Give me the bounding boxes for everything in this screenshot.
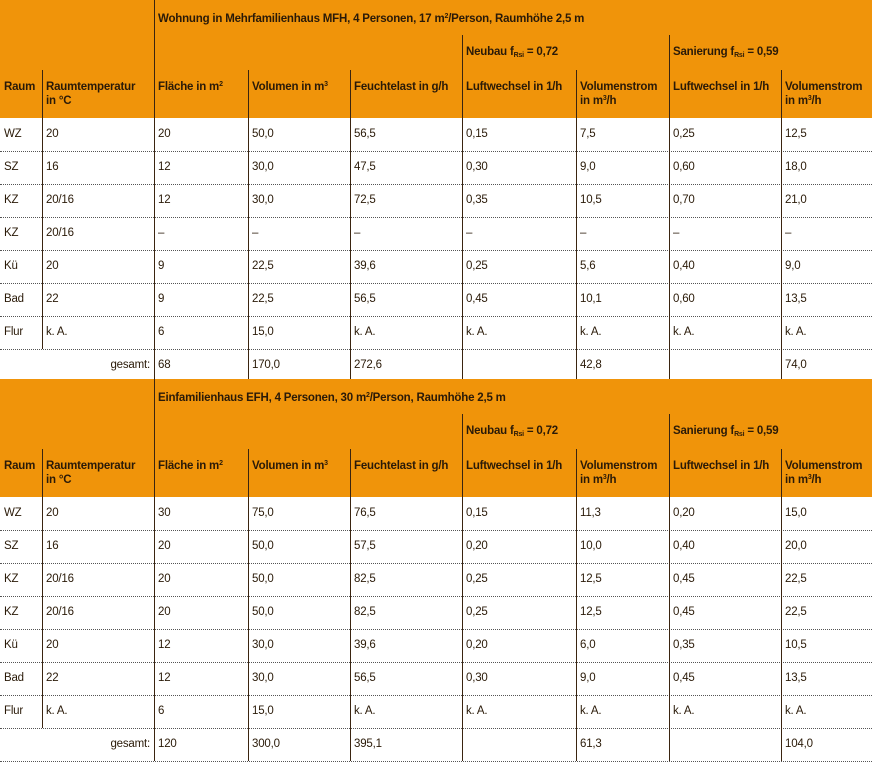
column-header-raum: Raum [4,81,36,93]
table-cell: 30,0 [252,639,274,651]
table-cell: 72,5 [354,194,376,206]
table-row [0,316,872,349]
table-cell: 0,45 [673,573,695,585]
table-cell: 22 [46,293,59,305]
table-cell: 20/16 [46,573,74,585]
table-cell: 12 [158,194,171,206]
table-cell: k. A. [785,705,807,717]
table-cell: 22,5 [785,573,807,585]
table-title: Einfamilienhaus EFH, 4 Personen, 30 $m^2$/Person, Raumhöhe 2,5 m [158,392,506,404]
divider [248,449,249,497]
table-cell: 0,25 [466,606,488,618]
table-row [0,563,872,596]
table-cell: 9,0 [580,161,596,173]
total-label: gesamt: [110,738,150,750]
table-cell: 9 [158,293,165,305]
table-cell: Kü [4,260,18,272]
table-cell: 9,0 [785,260,801,272]
table-cell: 10,5 [785,639,807,651]
table-cell: 50,0 [252,573,274,585]
table-row [0,695,872,728]
total-value: 272,6 [354,359,382,371]
table-cell: 30,0 [252,672,274,684]
column-header-volumen: Volumen in $m^3$ [252,460,328,472]
table-cell: k. A. [466,705,488,717]
table-cell: k. A. [466,326,488,338]
table-cell: 6 [158,705,165,717]
sanierung-group-label: Sanierung $f_{Rsi} = 0,59$ [673,46,779,59]
divider [781,70,782,118]
table-cell: 9 [158,260,165,272]
table-cell: 22,5 [252,260,274,272]
table-cell: WZ [4,507,22,519]
table-cell: k. A. [354,326,376,338]
table-cell: Bad [4,672,24,684]
table-cell: 47,5 [354,161,376,173]
column-header-feuchtelast: Feuchtelast in g/h [354,81,449,93]
table-cell: Kü [4,639,18,651]
table-cell: 12,5 [580,573,602,585]
table-cell: 10,1 [580,293,602,305]
divider [669,497,670,761]
table-cell: 20 [46,128,59,140]
table-cell: 20/16 [46,227,74,239]
divider [781,449,782,497]
table-cell: 16 [46,161,59,173]
table-cell: 0,35 [466,194,488,206]
table-cell: 7,5 [580,128,596,140]
table-cell: 0,40 [673,260,695,272]
table-cell: – [673,227,680,239]
column-header-sanierung-luftwechsel: Luftwechsel in 1/h [673,81,770,93]
divider [781,118,782,382]
table-cell: KZ [4,194,19,206]
table-cell: k. A. [673,326,695,338]
divider [350,118,351,382]
table-cell: 0,15 [466,507,488,519]
table-row [0,662,872,695]
column-header-flaeche: Fläche in $m^2$ [158,460,223,472]
divider [576,118,577,382]
table-cell: k. A. [580,326,602,338]
table-cell: 0,45 [673,672,695,684]
table-cell: 0,45 [466,293,488,305]
table-cell: 13,5 [785,672,807,684]
divider [248,497,249,761]
neubau-group-label: Neubau $f_{Rsi} = 0,72$ [466,425,558,438]
table-cell: 76,5 [354,507,376,519]
divider [42,70,43,118]
table-row [0,497,872,530]
table-cell: 20 [158,606,171,618]
divider [576,449,577,497]
table-cell: 12 [158,639,171,651]
table-cell: 20 [158,573,171,585]
table-cell: KZ [4,606,19,618]
table-cell: KZ [4,573,19,585]
column-header-sanierung-luftwechsel: Luftwechsel in 1/h [673,460,770,472]
table-cell: 0,60 [673,293,695,305]
table-cell: 30 [158,507,171,519]
divider [462,414,463,497]
table-row [0,530,872,563]
divider [669,118,670,382]
neubau-group-label: Neubau $f_{Rsi} = 0,72$ [466,46,558,59]
column-header-sanierung-volumenstrom: Volumenstrom in $m^3/h$ [785,81,863,107]
table-cell: 6,0 [580,639,596,651]
table-cell: 75,0 [252,507,274,519]
table-cell: 50,0 [252,606,274,618]
total-label: gesamt: [110,359,150,371]
divider [154,0,155,118]
table-cell: – [354,227,361,239]
column-header-raum: Raum [4,460,36,472]
table-cell: 10,5 [580,194,602,206]
table-cell: k. A. [580,705,602,717]
total-value: 42,8 [580,359,602,371]
table-cell: 10,0 [580,540,602,552]
table-row [0,151,872,184]
table-cell: 21,0 [785,194,807,206]
table-cell: – [158,227,165,239]
divider [350,449,351,497]
total-value: 170,0 [252,359,280,371]
table-cell: 0,70 [673,194,695,206]
table-cell: 11,3 [580,507,601,519]
table-cell: 20 [46,260,59,272]
table-cell: 0,40 [673,540,695,552]
table-cell: 0,20 [466,639,488,651]
table-cell: 0,25 [673,128,695,140]
total-value: 68 [158,359,171,371]
table-row [0,118,872,151]
total-row [0,728,872,761]
table-cell: 20 [158,540,171,552]
table-cell: 20 [46,507,59,519]
table-title: Wohnung in Mehrfamilienhaus MFH, 4 Personen, 17 $m^2$/Person, Raumhöhe 2,5 m [158,13,585,25]
table-cell: SZ [4,540,19,552]
table-cell: 0,15 [466,128,488,140]
total-value: 300,0 [252,738,280,750]
column-header-raumtemperatur: Raumtemperatur in °C [46,81,136,107]
table-cell: 12 [158,672,171,684]
column-header-neubau-luftwechsel: Luftwechsel in 1/h [466,460,563,472]
divider [248,70,249,118]
total-value: 395,1 [354,738,382,750]
divider [154,379,155,497]
table-cell: 6 [158,326,165,338]
divider [576,497,577,761]
table-cell: 20 [158,128,171,140]
table-cell: SZ [4,161,19,173]
table-cell: k. A. [673,705,695,717]
divider [576,70,577,118]
table-cell: 0,25 [466,260,488,272]
divider [462,497,463,761]
table-cell: 56,5 [354,293,376,305]
divider [669,35,670,118]
table-cell: k. A. [354,705,376,717]
table-cell: Flur [4,705,24,717]
table-cell: – [785,227,792,239]
table-cell: 39,6 [354,260,376,272]
table-row [0,217,872,250]
table-cell: 18,0 [785,161,807,173]
column-header-volumen: Volumen in $m^3$ [252,81,328,93]
table-cell: 56,5 [354,128,376,140]
total-value: 120 [158,738,177,750]
table-cell: 30,0 [252,194,274,206]
table-row [0,283,872,316]
table-cell: 12,5 [785,128,807,140]
divider [350,497,351,761]
table-cell: – [252,227,259,239]
table-cell: 56,5 [354,672,376,684]
total-value: 74,0 [785,359,807,371]
table-row [0,184,872,217]
divider [42,449,43,497]
table-cell: 0,60 [673,161,695,173]
table-cell: 0,30 [466,161,488,173]
column-header-neubau-volumenstrom: Volumenstrom in $m^3/h$ [580,81,658,107]
table-cell: 20/16 [46,194,74,206]
divider [42,497,43,728]
table-cell: 13,5 [785,293,807,305]
sanierung-group-label: Sanierung $f_{Rsi} = 0,59$ [673,425,779,438]
divider [248,118,249,382]
table-row [0,596,872,629]
table-cell: 20 [46,639,59,651]
column-header-neubau-volumenstrom: Volumenstrom in $m^3/h$ [580,460,658,486]
table-cell: 0,45 [673,606,695,618]
table-row [0,629,872,662]
table-cell: 15,0 [252,326,274,338]
table-cell: 20/16 [46,606,74,618]
table-cell: 0,20 [466,540,488,552]
table-cell: 30,0 [252,161,274,173]
table-cell: 20,0 [785,540,807,552]
divider [781,497,782,761]
table-cell: 16 [46,540,59,552]
table-cell: 5,6 [580,260,596,272]
table-cell: Bad [4,293,24,305]
table-cell: 9,0 [580,672,596,684]
table-cell: 50,0 [252,540,274,552]
divider [669,414,670,497]
table-cell: 82,5 [354,573,376,585]
table-cell: KZ [4,227,19,239]
table-cell: Flur [4,326,24,338]
table-cell: 39,6 [354,639,376,651]
table-cell: 22 [46,672,59,684]
table-cell: 0,20 [673,507,695,519]
table-cell: 50,0 [252,128,274,140]
column-header-raumtemperatur: Raumtemperatur in °C [46,460,136,486]
table-cell: 12 [158,161,171,173]
divider [42,118,43,349]
total-value: 104,0 [785,738,813,750]
divider [462,118,463,382]
table-cell: WZ [4,128,22,140]
divider [350,70,351,118]
table-cell: 12,5 [580,606,602,618]
row-separator [0,761,872,762]
table-cell: 0,35 [673,639,695,651]
table-cell: 57,5 [354,540,376,552]
table-row [0,250,872,283]
column-header-sanierung-volumenstrom: Volumenstrom in $m^3/h$ [785,460,863,486]
total-value: 61,3 [580,738,602,750]
table-cell: 22,5 [785,606,807,618]
table-cell: 0,30 [466,672,488,684]
table-cell: 15,0 [785,507,807,519]
column-header-feuchtelast: Feuchtelast in g/h [354,460,449,472]
column-header-flaeche: Fläche in $m^2$ [158,81,223,93]
total-row [0,349,872,382]
table-cell: – [466,227,473,239]
table-cell: – [580,227,587,239]
divider [154,497,155,761]
divider [154,118,155,382]
divider [462,35,463,118]
table-cell: k. A. [46,326,68,338]
table-cell: 82,5 [354,606,376,618]
table-cell: 0,25 [466,573,488,585]
table-cell: k. A. [46,705,68,717]
table-cell: k. A. [785,326,807,338]
column-header-neubau-luftwechsel: Luftwechsel in 1/h [466,81,563,93]
table-cell: 22,5 [252,293,274,305]
table-cell: 15,0 [252,705,274,717]
